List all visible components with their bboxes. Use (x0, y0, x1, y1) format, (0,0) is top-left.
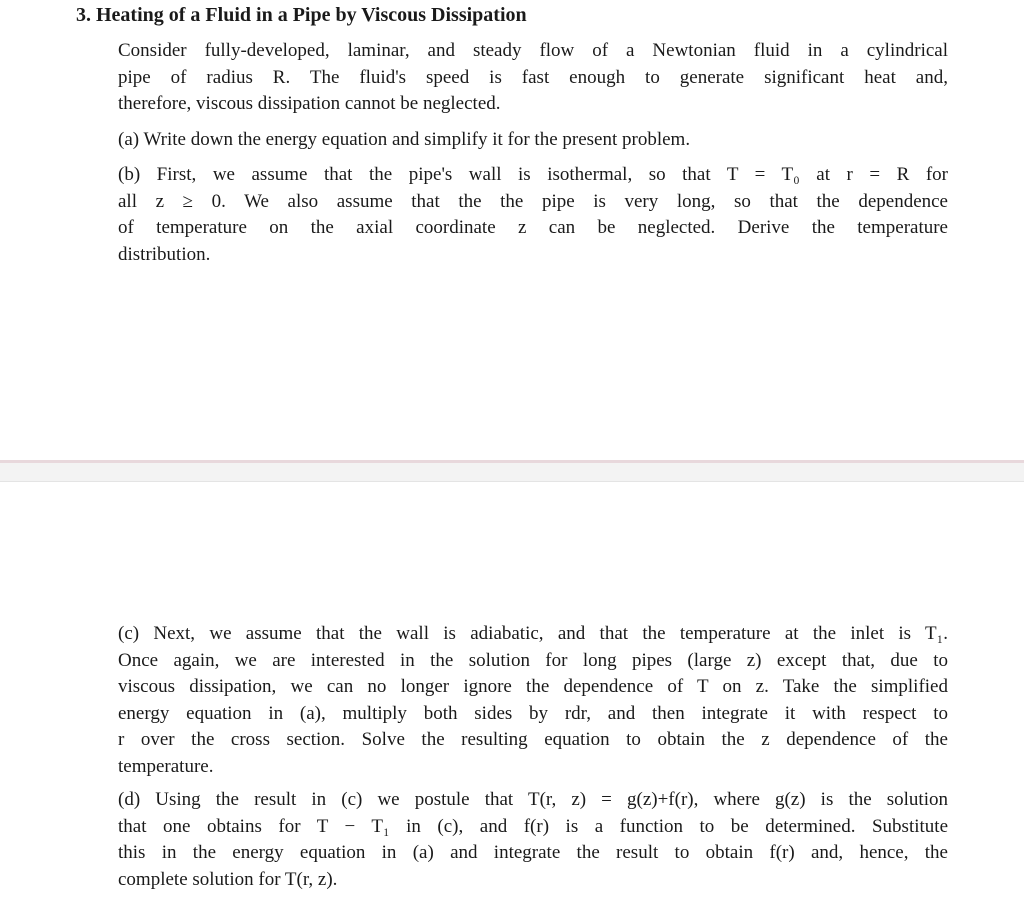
part-a-line: (a) Write down the energy equation and simplify it for the present problem. (118, 129, 691, 150)
intro-line: Consider fully-developed, laminar, and steady flow of a Newtonian fluid in a cylindrical (118, 40, 948, 61)
part-b-line: (b) First, we assume that the pipe's wall is isothermal, so that T = T₀ at r = R for (118, 164, 948, 185)
page-separator (0, 460, 1024, 482)
part-b-line: distribution. (118, 243, 211, 265)
problem-heading: 3. Heating of a Fluid in a Pipe by Viscous Dissipation (76, 4, 527, 26)
part-d-line: (d) Using the result in (c) we postule that T(r, z) = g(z)+f(r), where g(z) is the solution (118, 789, 948, 810)
intro-paragraph (118, 38, 948, 118)
part-a-paragraph (118, 127, 948, 154)
part-c-line: temperature. (118, 755, 214, 777)
part-b-line: of temperature on the axial coordinate z can be neglected. Derive the temperature (118, 217, 948, 238)
part-b-paragraph (118, 162, 948, 268)
part-d-line: that one obtains for T − T₁ in (c), and f(r) is a function to be determined. Substitute (118, 815, 948, 837)
part-d-paragraph (118, 787, 948, 893)
intro-line: pipe of radius R. The fluid's speed is fast enough to generate significant heat and, (118, 66, 948, 88)
part-b-line: all z ≥ 0. We also assume that the the pipe is very long, so that the dependence (118, 190, 948, 212)
part-c-line: Once again, we are interested in the solution for long pipes (large z) except that, due to (118, 649, 948, 671)
part-c-line: r over the cross section. Solve the resulting equation to obtain the z dependence of the (118, 729, 948, 750)
part-c-line: energy equation in (a), multiply both sides by rdr, and then integrate it with respect to (118, 702, 948, 724)
part-c-line: (c) Next, we assume that the wall is adiabatic, and that the temperature at the inlet is T₁. (118, 623, 948, 644)
part-d-line: this in the energy equation in (a) and integrate the result to obtain f(r) and, hence, the (118, 842, 948, 863)
intro-line: therefore, viscous dissipation cannot be neglected. (118, 93, 501, 114)
document-page-bottom (0, 482, 1024, 898)
part-c-line: viscous dissipation, we can no longer ignore the dependence of T on z. Take the simplified (118, 676, 948, 697)
part-c-paragraph (118, 621, 948, 780)
part-d-line: complete solution for T(r, z). (118, 868, 338, 890)
